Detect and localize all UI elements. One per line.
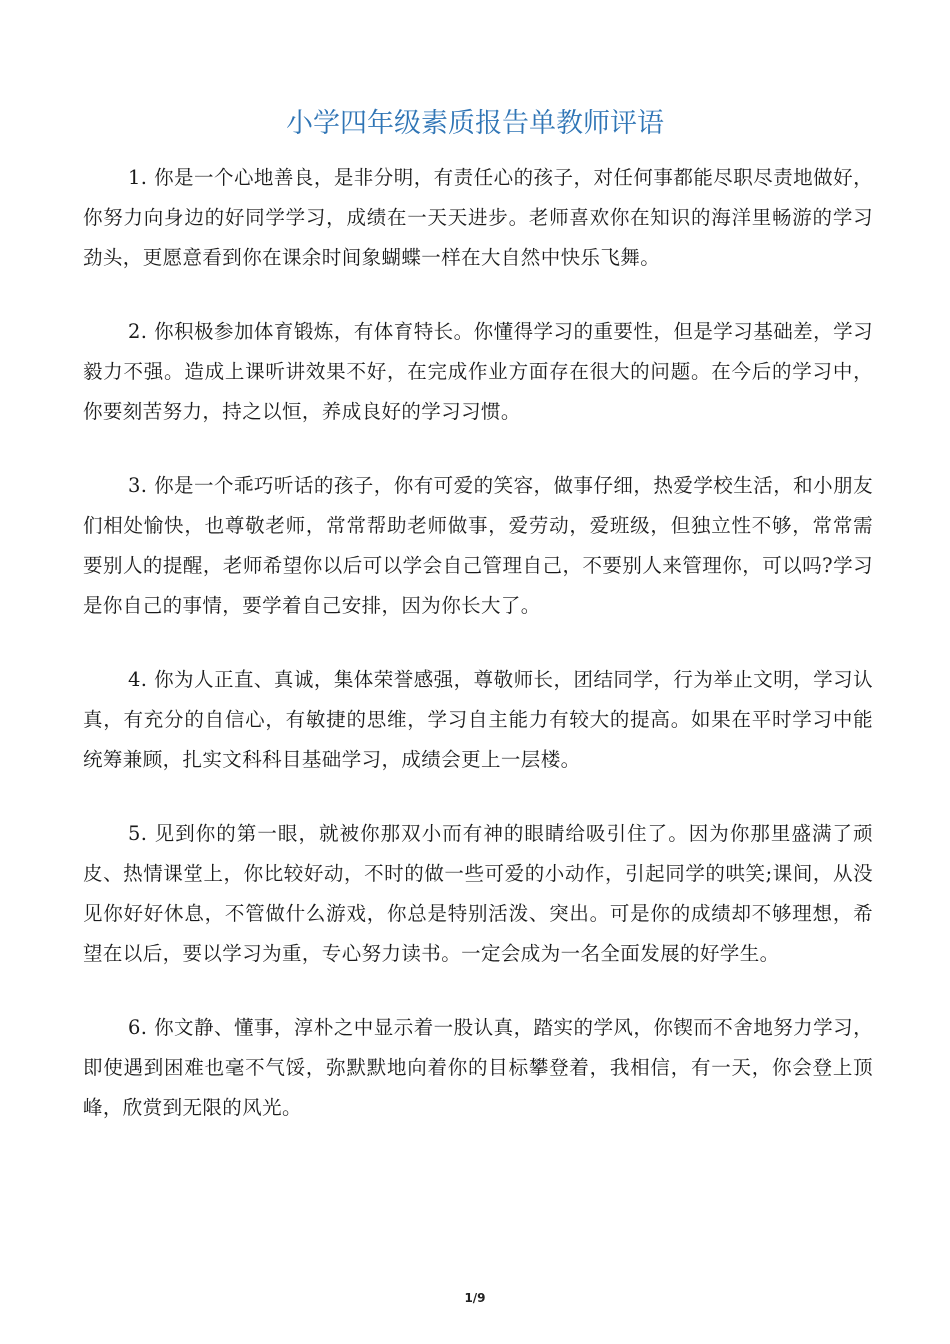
- comment-paragraph-5: 5. 见到你的第一眼，就被你那双小而有神的眼睛给吸引住了。因为你那里盛满了顽皮、热情课堂上，你比较好动，不时的做一些可爱的小动作，引起同学的哄笑;课间，从没见你好好休息，不管做什么游戏，你总是特别活泼、突出。可是你的成绩却不够理想，希望在以后，要以学习为重，专心努力读书。一定会成为一名全面发展的好学生。: [83, 822, 873, 965]
- comment-paragraph-3: 3. 你是一个乖巧听话的孩子，你有可爱的笑容，做事仔细，热爱学校生活，和小朋友们相处愉快，也尊敬老师，常常帮助老师做事，爱劳动，爱班级，但独立性不够，常常需要别人的提醒，老师希望你以后可以学会自己管理自己，不要别人来管理你，可以吗?学习是你自己的事情，要学着自己安排，因为你长大了。: [83, 474, 873, 617]
- comment-paragraph-6: 6. 你文静、懂事，淳朴之中显示着一股认真，踏实的学风，你锲而不舍地努力学习，即使遇到困难也毫不气馁，弥默默地向着你的目标攀登着，我相信，有一天，你会登上顶峰，欣赏到无限的风光。: [83, 1016, 873, 1119]
- comment-paragraph-4: 4. 你为人正直、真诚，集体荣誉感强，尊敬师长，团结同学，行为举止文明，学习认真，有充分的自信心，有敏捷的思维，学习自主能力有较大的提高。如果在平时学习中能统筹兼顾，扎实文科科目基础学习，成绩会更上一层楼。: [83, 668, 873, 771]
- document-title: 小学四年级素质报告单教师评语: [286, 108, 664, 139]
- document-body: [83, 158, 873, 1162]
- comment-paragraph-1: 1. 你是一个心地善良，是非分明，有责任心的孩子，对任何事都能尽职尽责地做好，你努力向身边的好同学学习，成绩在一天天进步。老师喜欢你在知识的海洋里畅游的学习劲头，更愿意看到你在课余时间象蝴蝶一样在大自然中快乐飞舞。: [83, 166, 873, 269]
- comment-paragraph-2: 2. 你积极参加体育锻炼，有体育特长。你懂得学习的重要性，但是学习基础差，学习毅力不强。造成上课听讲效果不好，在完成作业方面存在很大的问题。在今后的学习中，你要刻苦努力，持之以恒，养成良好的学习习惯。: [83, 320, 873, 423]
- page-number: 1/9: [464, 1291, 486, 1305]
